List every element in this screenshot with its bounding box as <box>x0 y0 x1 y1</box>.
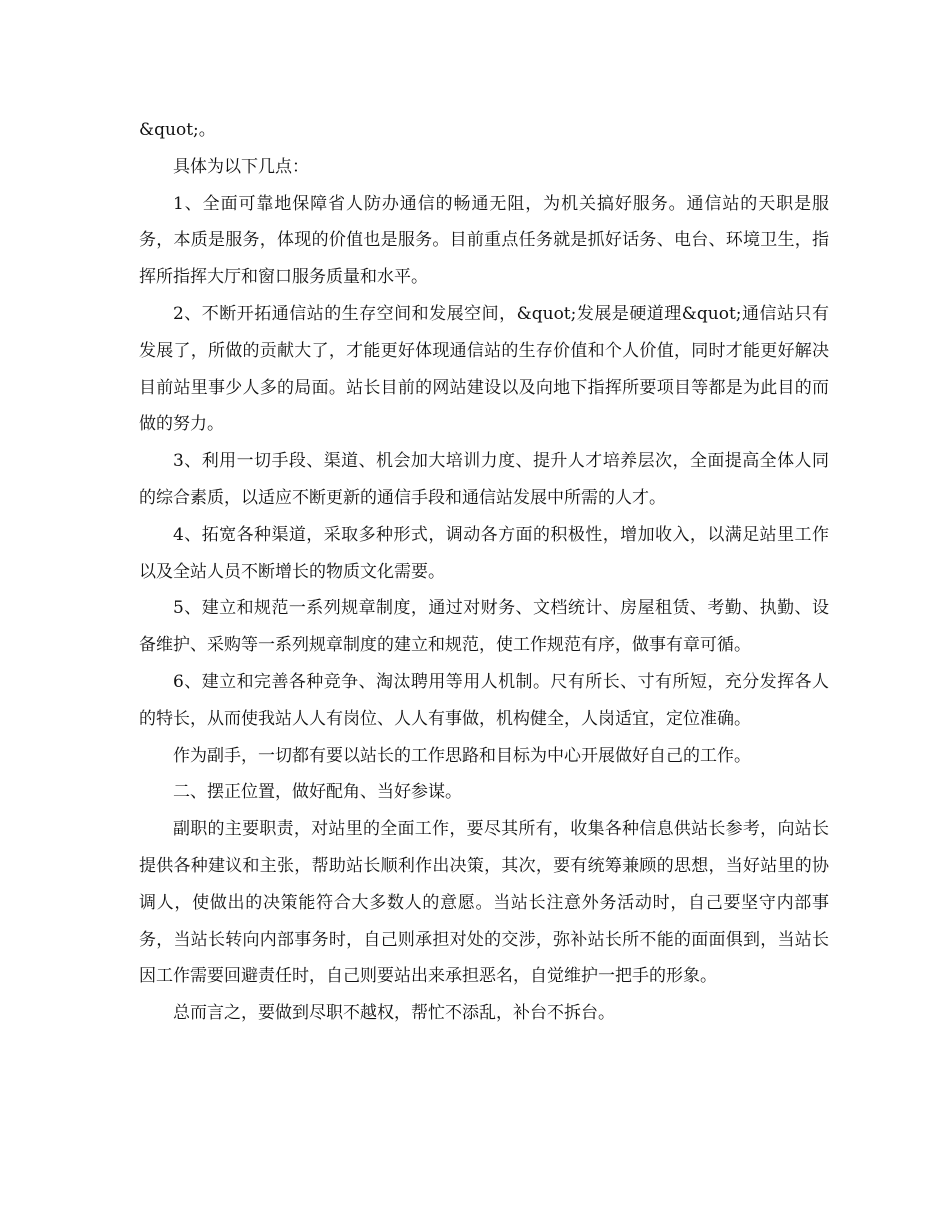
paragraph-point-4: 4、拓宽各种渠道，采取多种形式，调动各方面的积极性，增加收入，以满足站里工作以及全站人员不断增长的物质文化需要。 <box>139 524 829 582</box>
document-body <box>139 112 829 1032</box>
paragraph-point-2: 2、不断开拓通信站的生存空间和发展空间，&quot;发展是硬道理&quot;通信站只有发展了，所做的贡献大了，才能更好体现通信站的生存价值和个人价值，同时才能更好解决目前站里事少人多的局面。站长目前的网站建设以及向地下指挥所要项目等都是为此目的而做的努力。 <box>139 303 829 435</box>
section-heading-2: 二、摆正位置，做好配角、当好参谋。 <box>173 782 462 803</box>
paragraph-deputy-duties: 副职的主要职责，对站里的全面工作，要尽其所有，收集各种信息供站长参考，向站长提供各种建议和主张，帮助站长顺利作出决策，其次，要有统筹兼顾的思想，当好站里的协调人，使做出的决策能符合大多数人的意愿。当站长注意外务活动时，自己要坚守内部事务，当站长转向内部事务时，自己则承担对处的交涉，弥补站长所不能的面面俱到，当站长因工作需要回避责任时，自己则要站出来承担恶名，自觉维护一把手的形象。 <box>139 819 829 987</box>
paragraph-point-3: 3、利用一切手段、渠道、机会加大培训力度、提升人才培养层次，全面提高全体人同的综合素质，以适应不断更新的通信手段和通信站发展中所需的人才。 <box>139 451 829 508</box>
paragraph-summary: 总而言之，要做到尽职不越权，帮忙不添乱，补台不拆台。 <box>173 1003 615 1024</box>
paragraph-point-5: 5、建立和规范一系列规章制度，通过对财务、文档统计、房屋租赁、考勤、执勤、设备维护、采购等一系列规章制度的建立和规范，使工作规范有序，做事有章可循。 <box>139 598 829 656</box>
paragraph-point-6: 6、建立和完善各种竞争、淘汰聘用等用人机制。尺有所长、寸有所短，充分发挥各人的特长，从而使我站人人有岗位、人人有事做，机构健全，人岗适宜，定位准确。 <box>139 671 829 729</box>
paragraph-quote-fragment: &quot;。 <box>139 120 216 140</box>
paragraph-point-1: 1、全面可靠地保障省人防办通信的畅通无阻，为机关搞好服务。通信站的天职是服务，本质是服务，体现的价值也是服务。目前重点任务就是抓好话务、电台、环境卫生，指挥所指挥大厅和窗口服务质量和水平。 <box>139 193 829 288</box>
paragraph-points-intro: 具体为以下几点： <box>173 156 309 177</box>
paragraph-deputy-role: 作为副手，一切都有要以站长的工作思路和目标为中心开展做好自己的工作。 <box>173 745 751 766</box>
